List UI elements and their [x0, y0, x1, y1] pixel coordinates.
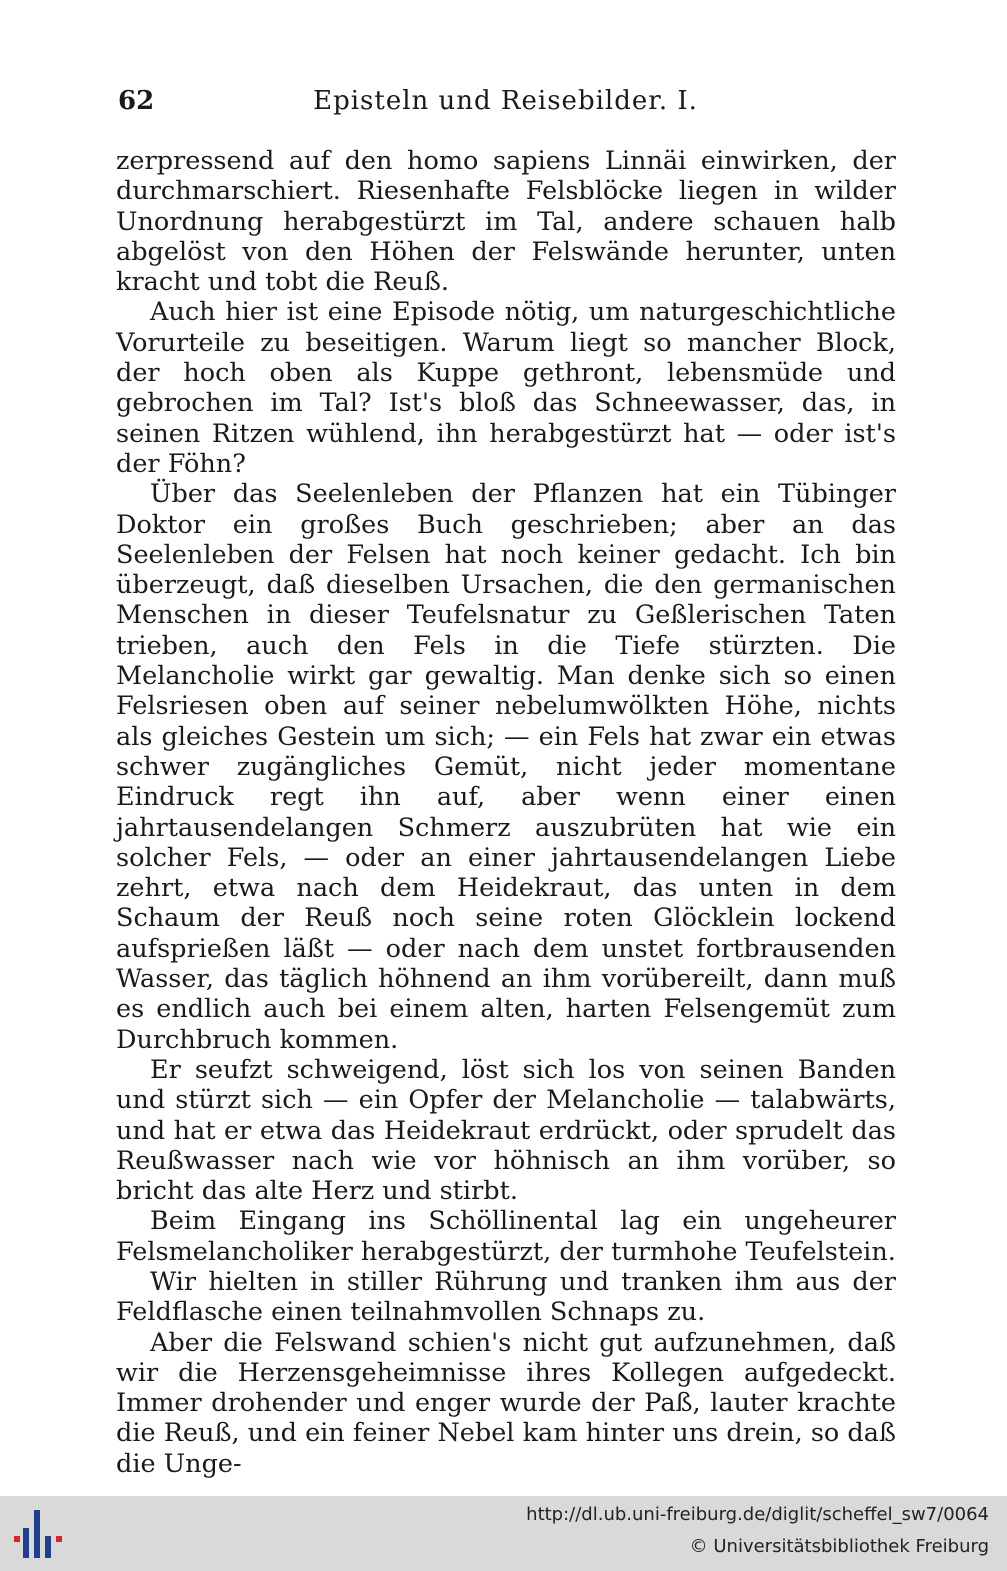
- ub-freiburg-logo-icon[interactable]: [12, 1506, 68, 1562]
- running-title: Episteln und Reisebilder. I.: [313, 86, 698, 116]
- paragraph: Über das Seelenleben der Pflanzen hat ein Tübinger Doktor ein großes Buch geschrieben; aber an das Seelenleben der Felsen hat noch keiner gedacht. Ich bin überzeugt, daß dieselben Ursachen, die den germanischen Menschen in dieser Teufelsnatur zu Geßlerischen Taten trieben, auch den Fels in die Tiefe stürzten. Die Melancholie wirkt gar gewaltig. Man denke sich so einen Felsriesen oben auf seiner nebelumwölkten Höhe, nichts als gleiches Gestein um sich; — ein Fels hat zwar ein etwas schwer zugängliches Gemüt, nicht jeder momentane Eindruck regt ihn auf, aber wenn einer einen jahrtausendelangen Schmerz auszubrüten hat wie ein solcher Fels, — oder an einer jahrtausendelangen Liebe zehrt, etwa nach dem Heidekraut, das unten in dem Schaum der Reuß noch seine roten Glöcklein lockend aufsprießen läßt — oder nach dem unstet fortbrausenden Wasser, das täglich höhnend an ihm vorübereilt, dann muß es endlich auch bei einem alten, harten Felsengemüt zum Durchbruch kommen.: [116, 479, 896, 1055]
- page-number: 62: [118, 86, 155, 116]
- body-text: [116, 146, 896, 1479]
- paragraph: Aber die Felswand schien's nicht gut aufzunehmen, daß wir die Herzensgeheimnisse ihres Kollegen aufgedeckt. Immer drohender und enger wurde der Paß, lauter krachte die Reuß, und ein feiner Nebel kam hinter uns drein, so daß die Unge-: [116, 1327, 896, 1479]
- running-head: [118, 86, 893, 120]
- copyright-notice: © Universitätsbibliothek Freiburg: [689, 1536, 989, 1557]
- paragraph: Er seufzt schweigend, löst sich los von seinen Banden und stürzt sich — ein Opfer der Melancholie — talabwärts, und hat er etwa das Heidekraut erdrückt, oder sprudelt das Reußwasser nach wie vor höhnisch an ihm vorüber, so bricht das alte Herz und stirbt.: [116, 1054, 896, 1207]
- paragraph: Auch hier ist eine Episode nötig, um naturgeschichtliche Vorurteile zu beseitigen. Warum liegt so mancher Block, der hoch oben als Kuppe gethront, lebensmüde und gebrochen im Tal? Ist's bloß das Schneewasser, das, in seinen Ritzen wühlend, ihn herabgestürzt hat — oder ist's der Föhn?: [116, 297, 896, 479]
- paragraph: Wir hielten in stiller Rührung und tranken ihm aus der Feldflasche einen teilnahmvollen Schnaps zu.: [116, 1266, 896, 1328]
- permalink-url[interactable]: http://dl.ub.uni-freiburg.de/diglit/scheffel_sw7/0064: [526, 1504, 989, 1525]
- footer-bar: [0, 1496, 1007, 1571]
- paragraph: Beim Eingang ins Schöllinental lag ein ungeheurer Felsmelancholiker herabgestürzt, der turmhohe Teufelstein.: [116, 1206, 896, 1267]
- paragraph: zerpressend auf den homo sapiens Linnäi einwirken, der durchmarschiert. Riesenhafte Felsblöcke liegen in wilder Unordnung herabgestürzt im Tal, andere schauen halb abgelöst von den Höhen der Felswände herunter, unten kracht und tobt die Reuß.: [116, 146, 896, 298]
